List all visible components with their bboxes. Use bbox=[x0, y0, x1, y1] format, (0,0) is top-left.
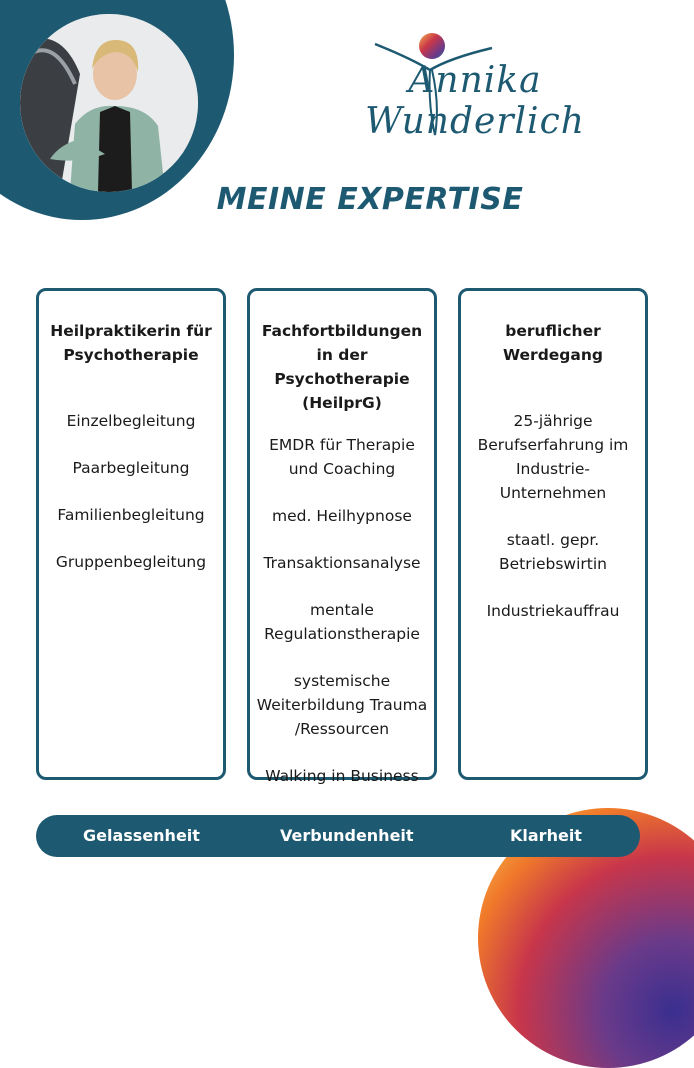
list-item: med. Heilhypnose bbox=[272, 507, 412, 525]
list-item: Industriekauffrau bbox=[486, 602, 620, 620]
list-item: mentale Regulationstherapie bbox=[264, 601, 420, 643]
list-item: Gruppenbegleitung bbox=[55, 553, 207, 571]
column-heading: beruflicher Werdegang bbox=[503, 322, 603, 364]
list-item: EMDR für Therapie und Coaching bbox=[269, 436, 415, 478]
column-heading: Heilpraktikerin für Psychotherapie bbox=[50, 322, 212, 364]
list-item: Transaktionsanalyse bbox=[263, 554, 421, 572]
brand-logo bbox=[310, 30, 640, 140]
list-item: Einzelbegleitung bbox=[66, 412, 196, 430]
value-verbundenheit: Verbundenheit bbox=[280, 826, 414, 845]
list-item: Walking in Business bbox=[265, 767, 419, 785]
value-klarheit: Klarheit bbox=[510, 826, 582, 845]
column-card-werdegang bbox=[458, 288, 648, 780]
list-item: staatl. gepr. Betriebswirtin bbox=[499, 531, 607, 573]
profile-photo bbox=[20, 14, 198, 192]
brand-name: Annika Wunderlich bbox=[365, 60, 585, 142]
list-item: Familienbegleitung bbox=[57, 506, 205, 524]
column-card-heilpraktikerin bbox=[36, 288, 226, 780]
value-gelassenheit: Gelassenheit bbox=[83, 826, 200, 845]
page-title: MEINE EXPERTISE bbox=[216, 182, 524, 217]
list-item: Paarbegleitung bbox=[72, 459, 190, 477]
column-heading: Fachfortbildungen in der Psychotherapie (HeilprG) bbox=[261, 322, 423, 412]
list-item: systemische Weiterbildung Trauma /Ressourcen bbox=[256, 672, 428, 738]
list-item: 25-jährige Berufserfahrung im Industrie-Unternehmen bbox=[477, 412, 629, 502]
column-card-fachfortbildungen bbox=[247, 288, 437, 785]
values-banner bbox=[36, 815, 640, 857]
